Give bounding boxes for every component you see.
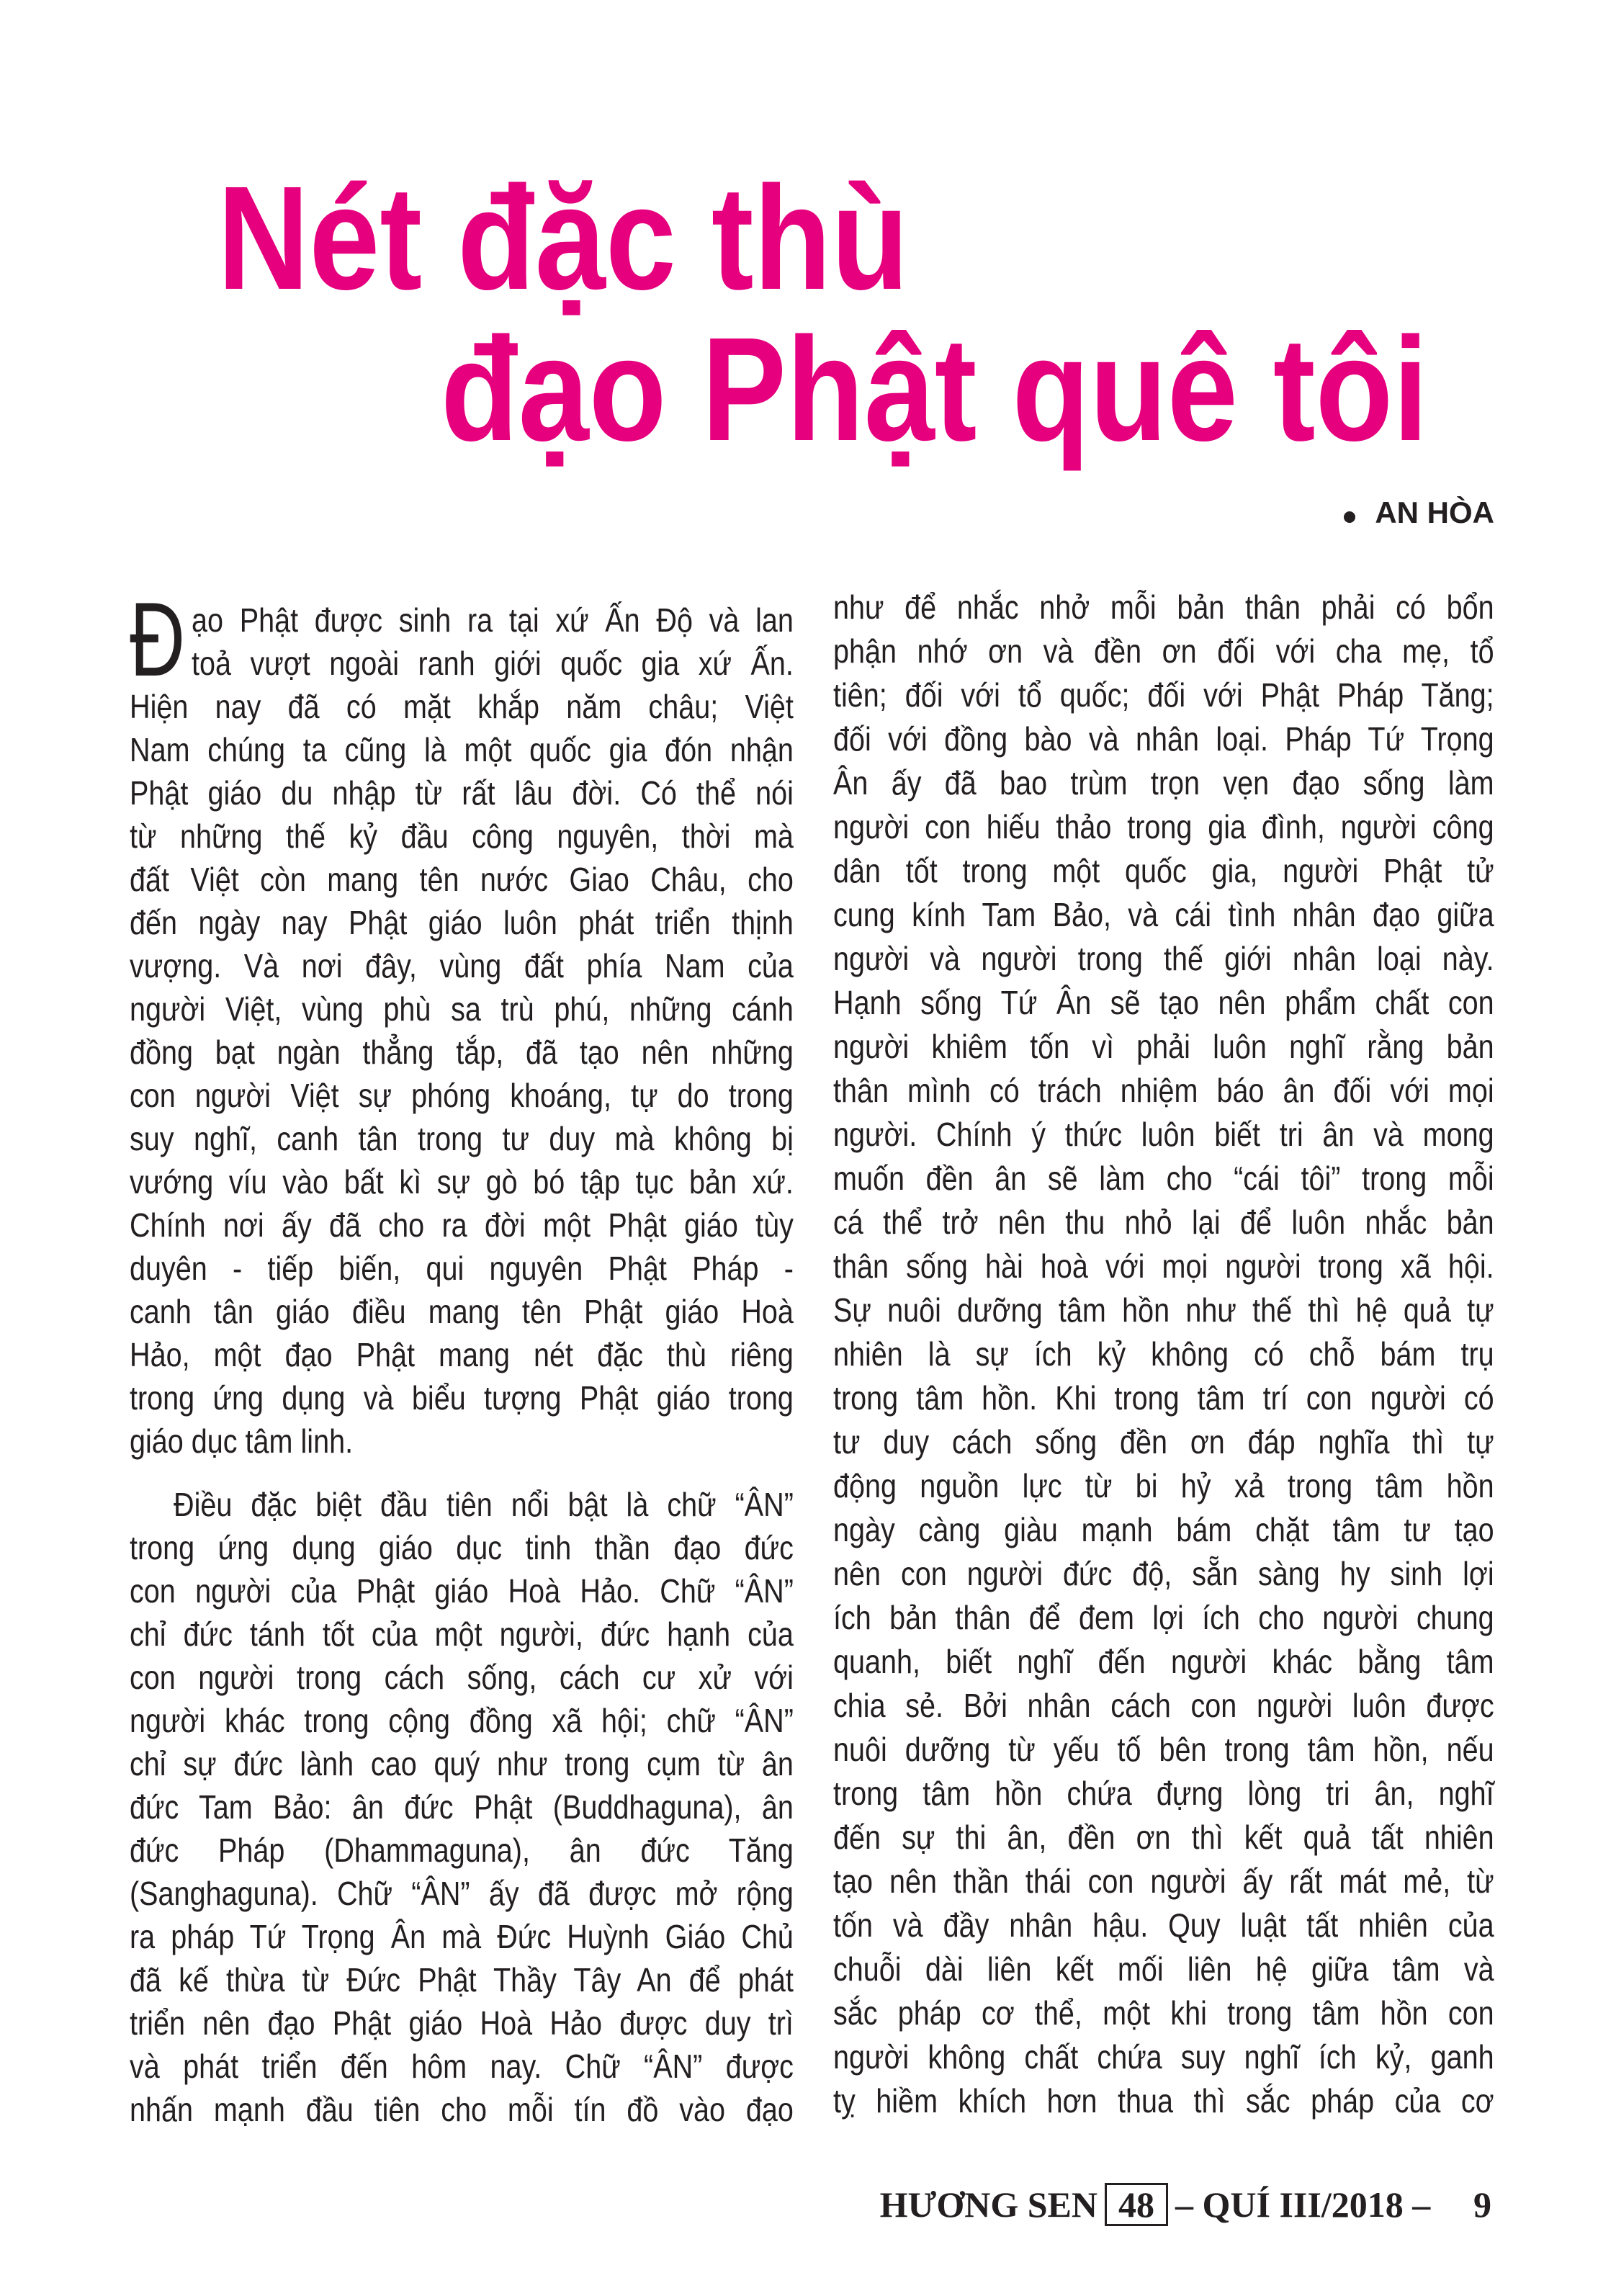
text-line: người khiêm tốn vì phải luôn nghĩ rằng bản: [833, 1028, 1494, 1065]
text-line: người con hiếu thảo trong gia đình, người công: [833, 808, 1494, 846]
text-line: suy nghĩ, canh tân trong tư duy mà không bị: [130, 1120, 794, 1157]
column-right: [833, 586, 1494, 2123]
text-line: Phật giáo du nhập từ rất lâu đời. Có thể nói: [130, 774, 794, 812]
text-line: tư duy cách sống đền ơn đáp nghĩa thì tự: [833, 1423, 1494, 1461]
paragraph: [130, 1483, 794, 2131]
text-line: tốn và đầy nhân hậu. Quy luật tất nhiên của: [833, 1906, 1494, 1944]
text-line: dân tốt trong một quốc gia, người Phật tử: [833, 852, 1494, 889]
text-line: trong ứng dụng giáo dục tinh thần đạo đức: [130, 1529, 794, 1566]
footer-issue-period: – QUÍ III/2018 –: [1175, 2184, 1431, 2225]
article-title-line-1: Nét đặc thù: [217, 156, 909, 320]
text-line: cá thể trở nên thu nhỏ lại để luôn nhắc bản: [833, 1203, 1494, 1241]
byline-author: AN HÒA: [1375, 495, 1494, 529]
text-line: Hiện nay đã có mặt khắp năm châu; Việt: [130, 688, 794, 725]
text-line: Chính nơi ấy đã cho ra đời một Phật giáo tùy: [130, 1206, 794, 1244]
text-line: đất Việt còn mang tên nước Giao Châu, cho: [130, 861, 794, 898]
text-line: đồng bạt ngàn thẳng tắp, đã tạo nên những: [130, 1033, 794, 1071]
footer-page-number: 9: [1473, 2184, 1491, 2225]
text-line: nên con người đức độ, sẵn sàng hy sinh lợi: [833, 1555, 1494, 1592]
text-line: canh tân giáo điều mang tên Phật giáo Hoà: [130, 1293, 794, 1330]
text-line: giáo dục tâm linh.: [130, 1422, 354, 1460]
text-line: Hảo, một đạo Phật mang nét đặc thù riêng: [130, 1336, 794, 1373]
text-line: đức Tam Bảo: ân đức Phật (Buddhaguna), ân: [130, 1788, 794, 1826]
text-line: cung kính Tam Bảo, và cái tình nhân đạo giữa: [833, 896, 1494, 933]
footer-issue-number: 48: [1105, 2183, 1168, 2226]
text-line: nhấn mạnh đầu tiên cho mỗi tín đồ vào đạo: [130, 2091, 794, 2128]
text-line: từ những thế kỷ đầu công nguyên, thời mà: [130, 817, 794, 855]
text-line: muốn đền ân sẽ làm cho “cái tôi” trong mỗi: [833, 1160, 1494, 1197]
text-line: con người Việt sự phóng khoáng, tự do trong: [130, 1077, 794, 1114]
text-line: chuỗi dài liên kết mối liên hệ giữa tâm và: [833, 1950, 1494, 1988]
text-line: tỵ hiềm khích hơn thua thì sắc pháp của cơ: [833, 2082, 1494, 2120]
text-line: ích bản thân để đem lợi ích cho người chung: [833, 1599, 1494, 1636]
text-line: thân mình có trách nhiệm báo ân đối với mọi: [833, 1072, 1494, 1109]
text-line: Hạnh sống Tứ Ân sẽ tạo nên phẩm chất con: [833, 984, 1494, 1021]
text-line: con người trong cách sống, cách cư xử với: [130, 1659, 794, 1696]
footer-magazine-name: HƯƠNG SEN: [879, 2184, 1097, 2225]
text-line: trong tâm hồn chứa đựng lòng tri ân, nghĩ: [833, 1775, 1494, 1812]
text-line: quanh, biết nghĩ đến người khác bằng tâm: [833, 1643, 1494, 1680]
text-line: Sự nuôi dưỡng tâm hồn như thế thì hệ quả tự: [833, 1291, 1494, 1329]
text-line: tạo nên thần thái con người ấy rất mát mẻ, từ: [833, 1862, 1494, 1900]
byline-bullet: [1344, 511, 1355, 523]
text-line: Điều đặc biệt đầu tiên nổi bật là chữ “ÂN”: [174, 1486, 794, 1523]
drop-cap: Đ: [130, 580, 186, 698]
article-title-line-2: đạo Phật quê tôi: [441, 307, 1429, 472]
text-line: tiên; đối với tổ quốc; đối với Phật Pháp Tăng;: [833, 676, 1494, 714]
text-line: nuôi dưỡng từ yếu tố bên trong tâm hồn, nếu: [833, 1731, 1494, 1768]
text-line: động nguồn lực từ bi hỷ xả trong tâm hồn: [833, 1467, 1494, 1504]
text-line: nhiên là sự ích kỷ không có chỗ bám trụ: [833, 1335, 1494, 1373]
text-line: đến sự thi ân, đền ơn thì kết quả tất nhiên: [833, 1819, 1494, 1856]
text-line: ngày càng giàu mạnh bám chặt tâm tư tạo: [833, 1511, 1494, 1548]
text-line: và phát triển đến hôm nay. Chữ “ÂN” được: [130, 2048, 794, 2085]
text-line: thân sống hài hoà với mọi người trong xã hội.: [833, 1247, 1494, 1285]
text-line: vướng víu vào bất kì sự gò bó tập tục bản xứ.: [130, 1163, 794, 1201]
text-line: người và người trong thế giới nhân loại này.: [833, 940, 1494, 977]
text-line: chia sẻ. Bởi nhân cách con người luôn được: [833, 1687, 1494, 1724]
text-line: chỉ sự đức lành cao quý như trong cụm từ ân: [130, 1745, 794, 1782]
text-line: (Sanghaguna). Chữ “ÂN” ấy đã được mở rộng: [130, 1875, 794, 1912]
text-line: trong ứng dụng và biểu tượng Phật giáo trong: [130, 1379, 794, 1417]
text-line: ạo Phật được sinh ra tại xứ Ấn Độ và lan: [192, 601, 794, 639]
text-line: phận nhớ ơn và đền ơn đối với cha mẹ, tổ: [833, 632, 1494, 670]
paragraph: [130, 598, 794, 1463]
text-line: người. Chính ý thức luôn biết tri ân và mong: [833, 1116, 1494, 1153]
text-line: người Việt, vùng phù sa trù phú, những cánh: [130, 990, 794, 1028]
text-line: trong tâm hồn. Khi trong tâm trí con người có: [833, 1379, 1494, 1417]
text-line: đã kế thừa từ Đức Phật Thầy Tây An để phát: [130, 1961, 794, 1999]
text-line: người khác trong cộng đồng xã hội; chữ “ÂN”: [130, 1702, 794, 1739]
text-line: duyên - tiếp biến, qui nguyên Phật Pháp -: [130, 1250, 794, 1287]
paragraph: [833, 586, 1494, 2123]
text-line: đức Pháp (Dhammaguna), ân đức Tăng: [130, 1831, 794, 1869]
text-line: người không chất chứa suy nghĩ ích kỷ, ganh: [833, 2038, 1494, 2076]
column-left: [130, 580, 794, 2131]
text-line: đến ngày nay Phật giáo luôn phát triển thịnh: [130, 904, 794, 941]
text-line: toả vượt ngoài ranh giới quốc gia xứ Ấn.: [192, 645, 794, 682]
text-line: đối với đồng bào và nhân loại. Pháp Tứ Trọng: [833, 720, 1494, 758]
text-line: triển nên đạo Phật giáo Hoà Hảo được duy trì: [130, 2004, 794, 2042]
text-line: Ân ấy đã bao trùm trọn vẹn đạo sống làm: [833, 764, 1494, 802]
text-line: như để nhắc nhở mỗi bản thân phải có bổn: [833, 588, 1494, 626]
text-line: con người của Phật giáo Hoà Hảo. Chữ “ÂN”: [130, 1572, 794, 1610]
text-line: Nam chúng ta cũng là một quốc gia đón nhận: [130, 731, 794, 768]
text-line: sắc pháp cơ thể, một khi trong tâm hồn con: [833, 1994, 1494, 2032]
text-line: vượng. Và nơi đây, vùng đất phía Nam của: [130, 947, 794, 985]
text-line: ra pháp Tứ Trọng Ân mà Đức Huỳnh Giáo Chủ: [130, 1918, 794, 1955]
text-line: chỉ đức tánh tốt của một người, đức hạnh của: [130, 1615, 794, 1653]
